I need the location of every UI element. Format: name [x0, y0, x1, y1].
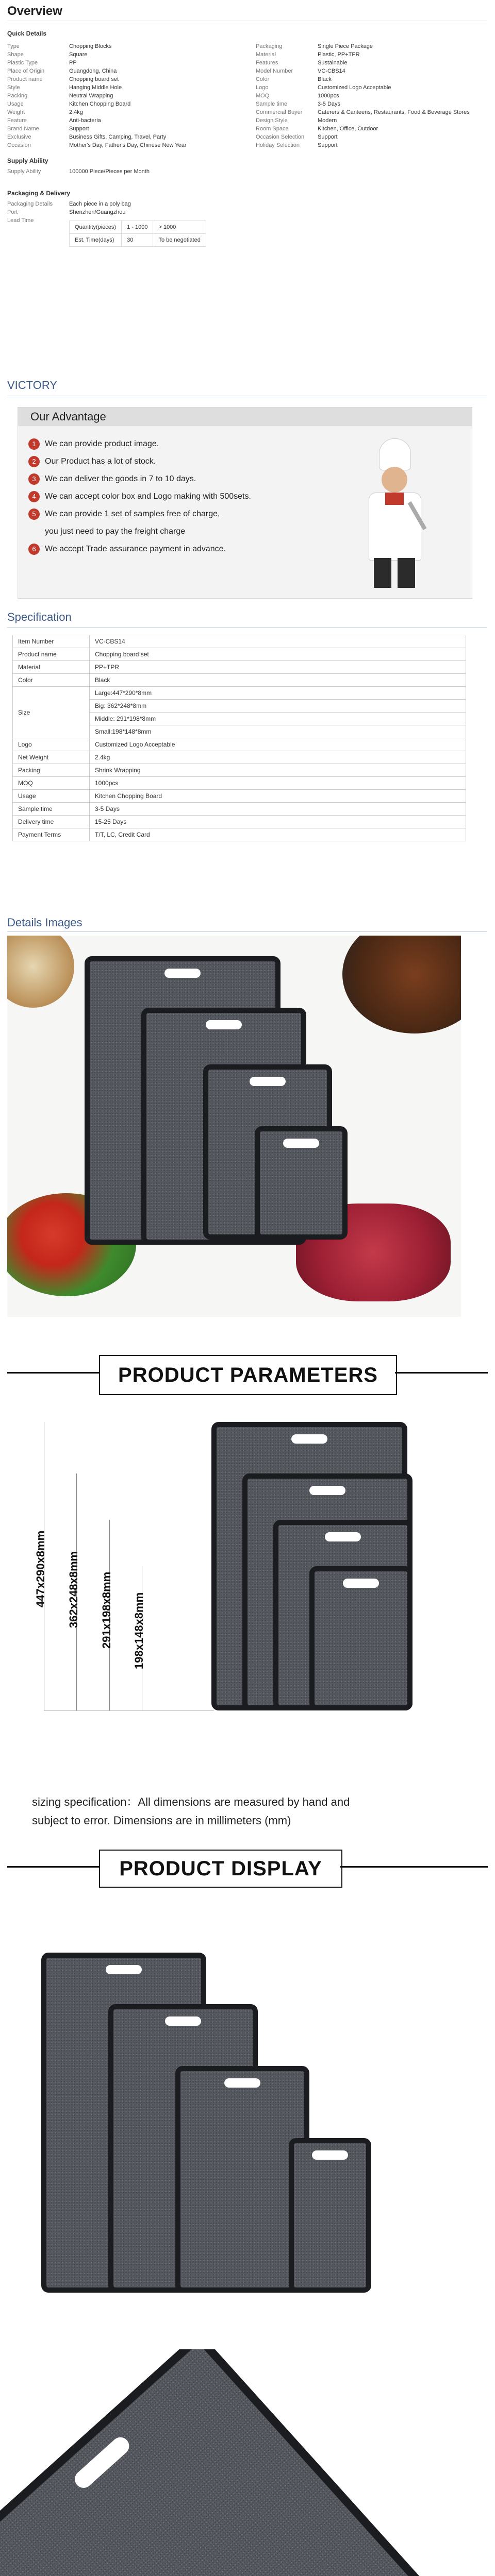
food-plate	[342, 936, 461, 1033]
spec-value: PP+TPR	[90, 661, 466, 674]
advantage-text: We accept Trade assurance payment in advance.	[45, 545, 226, 553]
spec-value: Middle: 291*198*8mm	[90, 713, 466, 725]
detail-key: Color	[256, 76, 270, 82]
lead-time-label: Lead Time	[7, 217, 34, 224]
packaging-value: Shenzhen/Guangzhou	[69, 209, 126, 215]
detail-key: Logo	[256, 84, 269, 91]
detail-key: Design Style	[256, 117, 288, 124]
detail-key: Material	[256, 52, 276, 58]
detail-value: Support	[318, 134, 338, 140]
dim-label-small: 198x148x8mm	[133, 1592, 145, 1669]
detail-row	[7, 125, 244, 133]
overview-title: Overview	[7, 4, 62, 18]
advantage-item	[28, 505, 317, 523]
detail-key: Model Number	[256, 68, 293, 74]
parameters-diagram	[0, 1412, 495, 1772]
sizing-note-line: sizing specification：All dimensions are measured by hand and	[32, 1795, 350, 1808]
spec-value: 2.4kg	[90, 751, 466, 764]
detail-value: Black	[318, 76, 332, 82]
packaging-title: Packaging & Delivery	[7, 190, 71, 197]
detail-value: VC-CBS14	[318, 68, 345, 74]
detail-row	[7, 75, 244, 83]
detail-row	[7, 116, 244, 125]
advantage-number: 1	[28, 438, 40, 450]
display-banner	[99, 1850, 342, 1888]
packaging-value: Each piece in a poly bag	[69, 201, 131, 207]
detail-row	[256, 133, 488, 141]
detail-row	[256, 67, 488, 75]
detail-row	[256, 100, 488, 108]
supply-title: Supply Ability	[7, 157, 48, 164]
detail-value: 3-5 Days	[318, 101, 341, 107]
specification-title: Specification	[7, 611, 72, 623]
detail-key: Room Space	[256, 126, 289, 132]
supply-row	[7, 167, 150, 176]
table-row	[13, 751, 466, 764]
table-row	[70, 221, 206, 234]
detail-row	[256, 116, 488, 125]
detail-key: Feature	[7, 117, 27, 124]
spec-value: Chopping board set	[90, 648, 466, 661]
table-row	[13, 674, 466, 687]
spec-key: Item Number	[13, 635, 90, 648]
lead-time-table	[69, 221, 206, 247]
spec-value: Shrink Wrapping	[90, 764, 466, 777]
detail-key: Holiday Selection	[256, 142, 300, 148]
dim-baseline	[44, 1710, 214, 1711]
spec-key: Color	[13, 674, 90, 687]
table-cell: > 1000	[153, 221, 206, 234]
table-cell: To be negotiated	[153, 234, 206, 247]
detail-value: Business Gifts, Camping, Travel, Party	[69, 134, 167, 140]
spec-value: 15-25 Days	[90, 816, 466, 828]
quick-details-left	[7, 42, 244, 149]
detail-value: Caterers & Canteens, Restaurants, Food & Beverage Stores	[318, 109, 470, 115]
board-small	[255, 1126, 348, 1240]
sizing-note	[32, 1793, 475, 1830]
advantage-number: 2	[28, 456, 40, 467]
detail-value: Hanging Middle Hole	[69, 84, 122, 91]
detail-key: Occasion Selection	[256, 134, 305, 140]
spec-value: Kitchen Chopping Board	[90, 790, 466, 803]
detail-key: Product name	[7, 76, 43, 82]
advantage-text: We can deliver the goods in 7 to 10 days.	[45, 474, 196, 483]
spec-key: Material	[13, 661, 90, 674]
divider	[7, 1866, 100, 1868]
spec-value: Small:198*148*8mm	[90, 725, 466, 738]
spec-value: VC-CBS14	[90, 635, 466, 648]
detail-value: Chopping board set	[69, 76, 119, 82]
table-row	[13, 648, 466, 661]
advantage-text: Our Product has a lot of stock.	[45, 457, 156, 466]
dim-label-middle: 291x198x8mm	[100, 1571, 113, 1649]
detail-row	[256, 59, 488, 67]
detail-key: Commercial Buyer	[256, 109, 303, 115]
spec-value: Large:447*290*8mm	[90, 687, 466, 700]
table-row	[13, 738, 466, 751]
detail-value: 2.4kg	[69, 109, 83, 115]
detail-row	[7, 67, 244, 75]
packaging-key: Port	[7, 209, 18, 215]
detail-key: Features	[256, 60, 278, 66]
detail-row	[7, 50, 244, 59]
detail-row	[7, 59, 244, 67]
advantage-text: We can provide product image.	[45, 439, 159, 448]
spec-table	[12, 635, 466, 841]
detail-row	[7, 108, 244, 116]
spec-value: 1000pcs	[90, 777, 466, 790]
food-bowl	[7, 936, 74, 1008]
spec-key: Delivery time	[13, 816, 90, 828]
display-title: PRODUCT DISPLAY	[119, 1857, 322, 1880]
advantage-number: 6	[28, 544, 40, 555]
detail-value: Anti-bacteria	[69, 117, 101, 124]
spec-value: 3-5 Days	[90, 803, 466, 816]
table-cell: Quantity(pieces)	[70, 221, 122, 234]
detail-key: Occasion	[7, 142, 31, 148]
advantage-list	[28, 435, 317, 558]
display-image-tilted	[0, 2349, 495, 2576]
spec-key: MOQ	[13, 777, 90, 790]
detail-row	[7, 83, 244, 92]
table-row	[13, 635, 466, 648]
chef-illustration	[353, 438, 436, 588]
advantage-title: Our Advantage	[18, 408, 472, 426]
detail-key: Brand Name	[7, 126, 39, 132]
detail-value: Modern	[318, 117, 337, 124]
sizing-note-line: subject to error. Dimensions are in millimeters (mm)	[32, 1814, 291, 1827]
advantage-number: 5	[28, 509, 40, 520]
packaging-row	[7, 208, 131, 216]
table-row	[13, 816, 466, 828]
detail-value: 1000pcs	[318, 93, 339, 99]
table-row	[13, 687, 466, 700]
advantage-text: We can accept color box and Logo making with 500sets.	[45, 492, 251, 501]
divider	[340, 1866, 488, 1868]
detail-row	[256, 141, 488, 149]
parameters-banner	[99, 1355, 397, 1395]
detail-value: Support	[69, 126, 89, 132]
detail-value: Customized Logo Acceptable	[318, 84, 391, 91]
packaging-row	[7, 200, 131, 208]
detail-value: Plastic, PP+TPR	[318, 52, 360, 58]
supply-value: 100000 Piece/Pieces per Month	[69, 168, 150, 175]
detail-key: Style	[7, 84, 20, 91]
spec-key: Net Weight	[13, 751, 90, 764]
spec-key: Packing	[13, 764, 90, 777]
advantage-text: you just need to pay the freight charge	[45, 527, 186, 536]
detail-value: Square	[69, 52, 88, 58]
divider	[7, 931, 487, 932]
detail-key: Exclusive	[7, 134, 31, 140]
spec-value: Big: 362*248*8mm	[90, 700, 466, 713]
spec-value: T/T, LC, Credit Card	[90, 828, 466, 841]
victory-title: VICTORY	[7, 379, 57, 392]
advantage-item	[28, 470, 317, 488]
table-row	[13, 828, 466, 841]
detail-key: Sample time	[256, 101, 288, 107]
detail-row	[256, 108, 488, 116]
advantage-item	[28, 540, 317, 558]
spec-key: Product name	[13, 648, 90, 661]
spec-value: Black	[90, 674, 466, 687]
spec-key: Logo	[13, 738, 90, 751]
parameters-title: PRODUCT PARAMETERS	[118, 1364, 378, 1386]
detail-key: Packaging	[256, 43, 283, 49]
table-row	[13, 661, 466, 674]
detail-key: Usage	[7, 101, 24, 107]
detail-value: Sustainable	[318, 60, 348, 66]
detail-value: Kitchen, Office, Outdoor	[318, 126, 378, 132]
divider	[7, 1372, 100, 1374]
detail-row	[7, 92, 244, 100]
detail-row	[256, 75, 488, 83]
quick-details-title: Quick Details	[7, 30, 47, 37]
detail-key: Weight	[7, 109, 25, 115]
board-small	[289, 2138, 371, 2293]
detail-value: Kitchen Chopping Board	[69, 101, 131, 107]
detail-value: Chopping Blocks	[69, 43, 112, 49]
board-small	[309, 1566, 412, 1710]
detail-value: Single Piece Package	[318, 43, 373, 49]
detail-key: MOQ	[256, 93, 270, 99]
advantage-item	[28, 435, 317, 453]
detail-row	[256, 125, 488, 133]
spec-key: Payment Terms	[13, 828, 90, 841]
detail-key: Place of Origin	[7, 68, 45, 74]
table-cell: 30	[122, 234, 153, 247]
detail-value: Guangdong, China	[69, 68, 117, 74]
detail-row	[256, 83, 488, 92]
detail-key: Shape	[7, 52, 24, 58]
advantage-item	[28, 523, 317, 540]
detail-row	[7, 100, 244, 108]
table-cell: 1 - 1000	[122, 221, 153, 234]
table-row	[13, 803, 466, 816]
advantage-item	[28, 453, 317, 470]
spec-key: Sample time	[13, 803, 90, 816]
board-tilted	[0, 2349, 495, 2576]
table-row	[70, 234, 206, 247]
detail-key: Plastic Type	[7, 60, 38, 66]
detail-value: Neutral Wrapping	[69, 93, 113, 99]
detail-row	[256, 50, 488, 59]
detail-value: Support	[318, 142, 338, 148]
detail-value: PP	[69, 60, 77, 66]
spec-key: Usage	[13, 790, 90, 803]
spec-value: Customized Logo Acceptable	[90, 738, 466, 751]
detail-row	[7, 141, 244, 149]
detail-key: Type	[7, 43, 20, 49]
detail-row	[256, 92, 488, 100]
detail-row	[256, 42, 488, 50]
detail-row	[7, 42, 244, 50]
table-row	[13, 790, 466, 803]
detail-value: Mother's Day, Father's Day, Chinese New Year	[69, 142, 187, 148]
details-title: Details Images	[7, 916, 82, 929]
spec-key: Size	[13, 687, 90, 738]
advantage-panel	[18, 407, 472, 599]
packaging-key: Packaging Details	[7, 201, 53, 207]
table-cell: Est. Time(days)	[70, 234, 122, 247]
detail-row	[7, 133, 244, 141]
advantage-item	[28, 488, 317, 505]
dim-label-large: 447x290x8mm	[34, 1530, 47, 1607]
advantage-number: 4	[28, 491, 40, 502]
divider	[395, 1372, 488, 1374]
quick-details-right	[256, 42, 488, 149]
table-row	[13, 764, 466, 777]
display-image-set	[0, 1942, 495, 2303]
supply-key: Supply Ability	[7, 168, 41, 175]
table-row	[13, 777, 466, 790]
advantage-number: 3	[28, 473, 40, 485]
detail-key: Packing	[7, 93, 28, 99]
advantage-text: We can provide 1 set of samples free of charge,	[45, 510, 220, 518]
details-image	[7, 936, 461, 1317]
dim-label-big: 362x248x8mm	[67, 1551, 80, 1628]
